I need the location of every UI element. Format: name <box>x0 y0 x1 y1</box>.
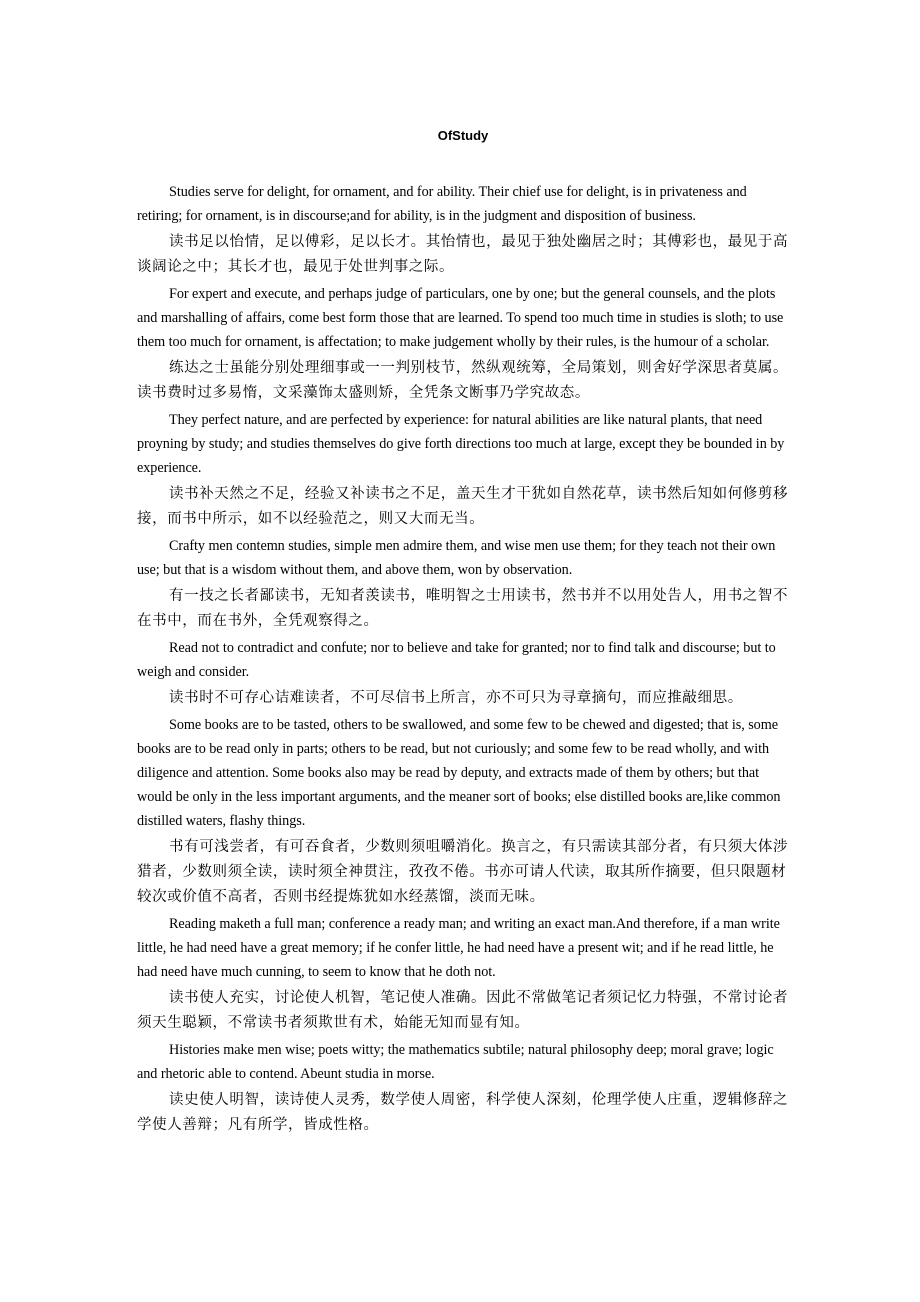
paragraph-zh-1: 读书足以怡情，足以傅彩，足以长才。其怡情也，最见于独处幽居之时；其傅彩也，最见于高谈阔论之中；其长才也，最见于处世判事之际。 <box>137 234 789 275</box>
paragraph-en-3: They perfect nature, and are perfected by experience: for natural abilities are like natural plants, that need proyning by study; and studies themselves do give forth directions too much at large, except they be bounded in by experience. <box>137 412 785 476</box>
paragraph-en-8: Histories make men wise; poets witty; the mathematics subtile; natural philosophy deep; moral grave; logic and rhetoric able to contend. Abeunt studia in morse. <box>137 1042 774 1082</box>
paragraph-zh-5: 读书时不可存心诘难读者，不可尽信书上所言，亦不可只为寻章摘句，而应推敲细思。 <box>169 690 743 706</box>
paragraph-zh-3: 读书补天然之不足，经验又补读书之不足，盖天生才干犹如自然花草，读书然后知如何修剪移接，而书中所示，如不以经验范之，则又大而无当。 <box>137 486 789 527</box>
paragraph-zh-2: 练达之士虽能分别处理细事或一一判别枝节，然纵观统筹，全局策划，则舍好学深思者莫属。 读书费时过多易惰，文采藻饰太盛则矫，全凭条文断事乃学究故态。 <box>137 360 789 401</box>
paragraph-en-1: Studies serve for delight, for ornament, and for ability. Their chief use for delight, is in privateness and retiring; for ornament, is in discourse;and for ability, is in the judgment and disposition of business. <box>137 184 747 224</box>
paragraph-zh-6: 书有可浅尝者，有可吞食者，少数则须咀嚼消化。换言之，有只需读其部分者，有只须大体涉猎者，少数则须全读，读时须全神贯注，孜孜不倦。书亦可请人代读，取其所作摘要，但只限题材较次或价值不高者，否则书经提炼犹如水经蒸馏，淡而无味。 <box>137 839 789 905</box>
paragraph-zh-7: 读书使人充实，讨论使人机智，笔记使人准确。因此不常做笔记者须记忆力特强，不常讨论者须天生聪颖，不常读书者须欺世有术，始能无知而显有知。 <box>137 990 789 1031</box>
document-title: OfStudy <box>437 128 489 143</box>
document-body <box>137 180 789 1140</box>
paragraph-en-7: Reading maketh a full man; conference a ready man; and writing an exact man.And therefore, if a man write little, he had need have a great memory; if he confer little, he had need have a present wit; and if he read little, he had need have much cunning, to seem to know that he doth not. <box>137 916 780 980</box>
paragraph-zh-8: 读史使人明智，读诗使人灵秀，数学使人周密，科学使人深刻，伦理学使人庄重，逻辑修辞之学使人善辩；凡有所学，皆成性格。 <box>137 1092 789 1133</box>
paragraph-en-4: Crafty men contemn studies, simple men admire them, and wise men use them; for they teach not their own use; but that is a wisdom without them, and above them, won by observation. <box>137 538 776 578</box>
paragraph-zh-4: 有一技之长者鄙读书，无知者羡读书，唯明智之士用读书，然书并不以用处告人，用书之智不在书中，而在书外，全凭观察得之。 <box>137 588 789 629</box>
paragraph-en-2: For expert and execute, and perhaps judge of particulars, one by one; but the general counsels, and the plots and marshalling of affairs, come best form those that are learned. To spend too much time in studies is sloth; to use them too much for ornament, is affectation; to make judgement wholly by their rules, is the humour of a scholar. <box>137 286 784 350</box>
paragraph-en-5: Read not to contradict and confute; nor to believe and take for granted; nor to find talk and discourse; but to weigh and consider. <box>137 640 776 680</box>
paragraph-en-6: Some books are to be tasted, others to be swallowed, and some few to be chewed and digested; that is, some books are to be read only in parts; others to be read, but not curiously; and some few to be read wholly, and with diligence and attention. Some books also may be read by deputy, and extracts made of them by others; but that would be only in the less important arguments, and the meaner sort of books; else distilled books are,like common distilled waters, flashy things. <box>137 717 781 829</box>
